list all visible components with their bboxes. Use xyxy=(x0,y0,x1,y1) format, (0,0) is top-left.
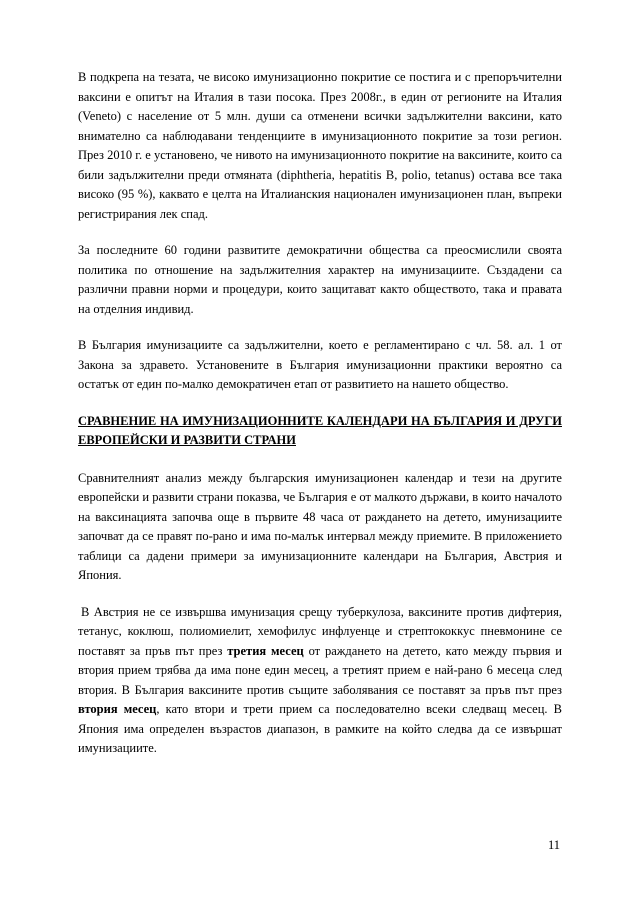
austria-bold-second-month: втория месец xyxy=(78,702,157,716)
paragraph-italy-experience: В подкрепа на тезата, че високо имунизационно покритие се постига и с препоръчителни ваксини е опитът на Италия в тази посока. През 2008г., в един от регионите на Италия (Veneto) с население от 5 млн. души са отменени всички задължителни ваксини, като внимателно са наблюдавани тенденциите в имунизационното покритие за този регион. През 2010 г. е установено, че нивото на имунизационното покритие на ваксините, които са били задължителни преди отмяната (diphtheria, hepatitis B, polio, tetanus) остава все така високо (95 %), каквато е целта на Италианския национален имунизационен план, въпреки регистрирания лек спад. xyxy=(78,70,562,221)
paragraph-austria xyxy=(78,603,562,759)
austria-text-2: от раждането на детето, като между първия и втория прием трябва да има поне един месец, а третият прием е най-рано 6 месеца след втория. В България ваксините против същите заболявания се поставят за пръв път през xyxy=(78,643,562,697)
austria-bold-third-month: третия месец xyxy=(227,643,304,658)
section-heading: СРАВНЕНИЕ НА ИМУНИЗАЦИОННИТЕ КАЛЕНДАРИ НА БЪЛГАРИЯ И ДРУГИ ЕВРОПЕЙСКИ И РАЗВИТИ СТРАНИ xyxy=(78,413,562,447)
page-number: 11 xyxy=(548,838,561,852)
paragraph-bulgaria-mandatory: В България имунизациите са задължителни, което е регламентирано с чл. 58. ал. 1 от Закона за здравето. Установените в България имунизационни практики вероятно са остатък от един по-малко демократичен етап от развитието на нашето общество. xyxy=(78,338,562,391)
paragraph-comparison: Сравнителният анализ между българския имунизационен календар и тези на другите европейски и развити страни показва, че България е от малкото държави, в които началото на ваксинацията започва още в първите 48 часа от раждането на детето, имунизациите започват да се правят по-рано и има по-малък интервал между приемите. В приложението таблици са дадени примери за имунизационните календари на България, Австрия и Япония. xyxy=(78,470,562,582)
document-page xyxy=(78,68,562,776)
austria-text-1: В Австрия не се извършва имунизация срещу туберкулоза, ваксините против дифтерия, тетанус, коклюш, полиомиелит, хемофилус инфлуенце и стрептококкус пневмонине се поставят за пръв път през xyxy=(78,604,562,658)
paragraph-democratic-societies: За последните 60 години развитите демократични общества са преосмислили своята политика по отношение на задължителния характер на имунизациите. Създадени са различни правни норми и процедури, които защитават както обществото, така и правата на отделния индивид. xyxy=(78,243,562,316)
austria-text-3: , като втори и трети прием са последователно всеки следващ месец. В Япония има определен възрастов диапазон, в рамките на който следва да се извършат имунизациите. xyxy=(78,702,562,755)
